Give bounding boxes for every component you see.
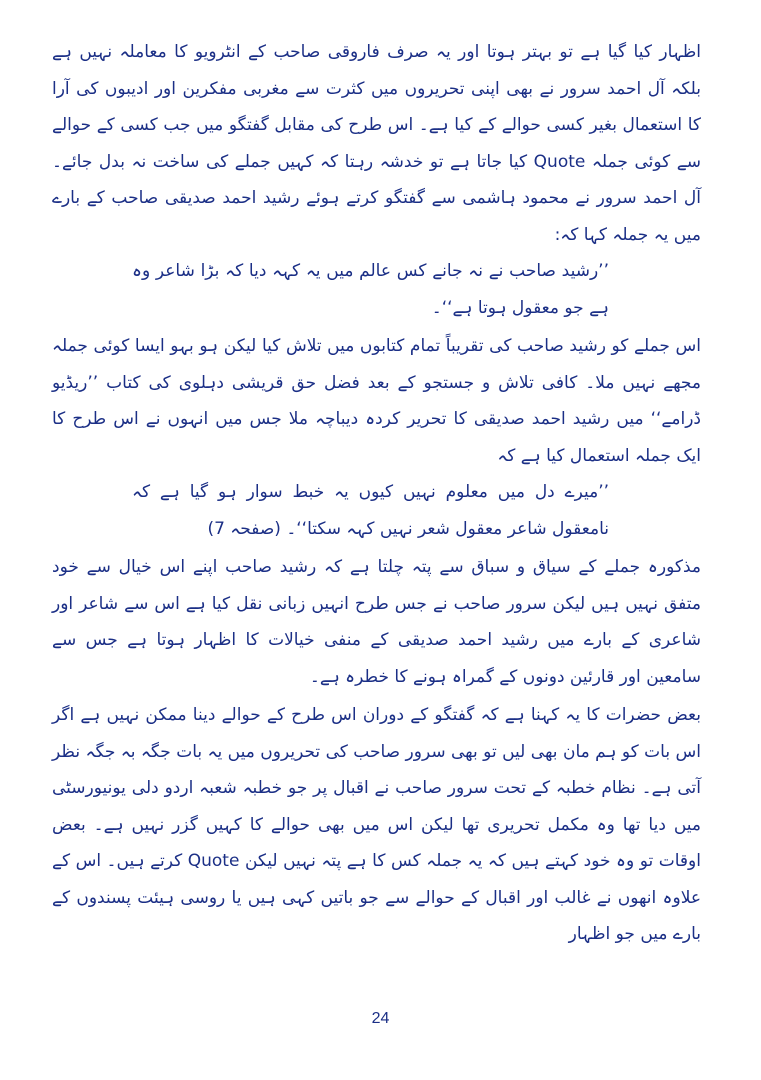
paragraph-search: اس جملے کو رشید صاحب کی تقریباً تمام کتابوں میں تلاش کیا لیکن ہو بہو ایسا کوئی جملہ مجھے نہیں ملا۔ کافی تلاش و جستجو کے بعد فضل حق قریشی دہلوی کی کتاب ’’ریڈیو ڈرامے‘‘ میں رشید احمد صدیقی کا تحریر کردہ دیباچہ ملا جس میں انہوں نے اس طرح کا ایک جملہ استعمال کیا ہے کہ xyxy=(52,336,701,466)
paragraph-conversation: بعض حضرات کا یہ کہنا ہے کہ گفتگو کے دوران اس طرح کے حوالے دینا ممکن نہیں ہے اگر اس بات کو ہم مان بھی لیں تو بھی سرور صاحب کی تحریروں میں یہ بات جگہ بہ جگہ نظر آتی ہے۔ نظام خطبہ کے تحت سرور صاحب نے اقبال پر جو خطبہ شعبہ اردو دلی یونیورسٹی میں دیا تھا وہ مکمل تحریری تھا لیکن اس میں بھی حوالے کا کہیں گزر نہیں ہے۔ بعض اوقات تو وہ خود کہتے ہیں کہ یہ جملہ کس کا ہے پتہ نہیں لیکن Quote کرتے ہیں۔ اس کے علاوہ انھوں نے غالب اور اقبال کے حوالے سے جو باتیں کہی ہیں یا روسی ہیئت پسندوں کے بارے میں جو اظہار xyxy=(52,705,701,944)
paragraph-context: مذکورہ جملے کے سیاق و سباق سے پتہ چلتا ہے کہ رشید صاحب اپنے اس خیال سے خود متفق نہیں ہیں لیکن سرور صاحب نے جس طرح انہیں زبانی نقل کیا ہے اس سے شاعر اور شاعری کے بارے میں رشید احمد صدیقی کے منفی خیالات کا اظہار ہوتا ہے جس سے سامعین اور قارئین دونوں کے گمراہ ہونے کا خطرہ ہے۔ xyxy=(52,557,701,687)
paragraph-intro: اظہار کیا گیا ہے تو بہتر ہوتا اور یہ صرف فاروقی صاحب کے انٹرویو کا معاملہ نہیں ہے بلکہ آل احمد سرور نے بھی اپنی تحریروں میں کثرت سے مغربی مفکرین اور ادیبوں کی آرا کا استعمال بغیر کسی حوالے کے کیا ہے۔ اس طرح کی مقابل گفتگو میں جب کسی کے حوالے سے کوئی جملہ Quote کیا جاتا ہے تو خدشہ رہتا کہ کہیں جملے کی ساخت نہ بدل جائے۔ آل احمد سرور نے محمود ہاشمی سے گفتگو کرتے ہوئے رشید احمد صدیقی صاحب کے بارے میں یہ جملہ کہا کہ: xyxy=(52,42,701,245)
quotation-rasheed-saheb: ’’رشید صاحب نے نہ جانے کس عالم میں یہ کہہ دیا کہ بڑا شاعر وہ ہے جو معقول ہوتا ہے‘‘۔ xyxy=(132,261,609,318)
urdu-text-block xyxy=(52,34,701,953)
quotation-meray-dil: ’’میرے دل میں معلوم نہیں کیوں یہ خبط سوار ہو گیا ہے کہ نامعقول شاعر معقول شعر نہیں کہہ سکتا‘‘۔ (صفحہ 7) xyxy=(132,482,609,539)
page-number: 24 xyxy=(371,1010,390,1027)
